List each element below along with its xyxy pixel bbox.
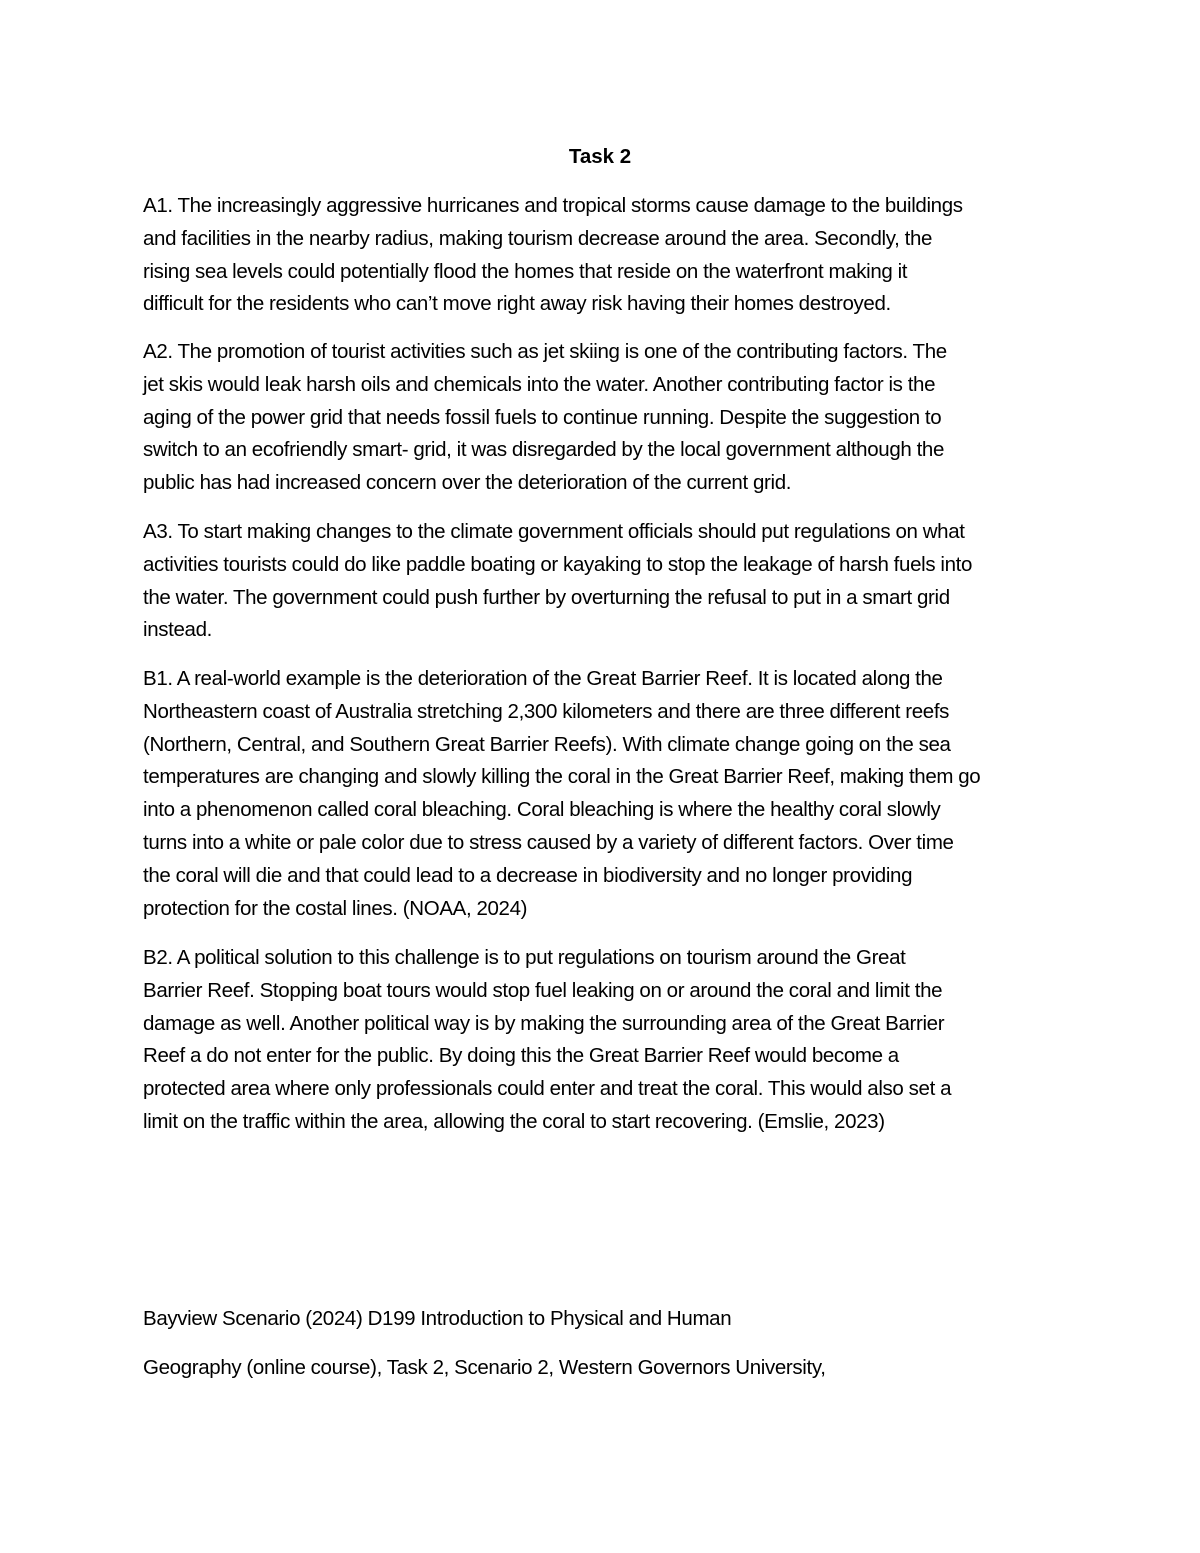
paragraph-line: difficult for the residents who can’t move right away risk having their homes destroyed. [143,292,891,316]
paragraph-line: public has had increased concern over the deterioration of the current grid. [143,471,792,495]
paragraph-line: damage as well. Another political way is by making the surrounding area of the Great Barrier [143,1011,945,1035]
paragraph-line: the coral will die and that could lead to a decrease in biodiversity and no longer providing [143,863,913,887]
paragraph-line: Barrier Reef. Stopping boat tours would stop fuel leaking on or around the coral and limit the [143,978,943,1002]
paragraph-line: temperatures are changing and slowly killing the coral in the Great Barrier Reef, making them go [143,765,981,789]
paragraph-line: (Northern, Central, and Southern Great Barrier Reefs). With climate change going on the sea [143,732,951,756]
paragraph-a2 [143,336,1073,500]
paragraph-line: turns into a white or pale color due to stress caused by a variety of different factors. Over time [143,830,954,854]
paragraph-line: and facilities in the nearby radius, making tourism decrease around the area. Secondly, the [143,226,933,250]
paragraph-line: A2. The promotion of tourist activities such as jet skiing is one of the contributing factors. The [143,340,947,363]
paragraph-line: rising sea levels could potentially flood the homes that reside on the waterfront making it [143,259,908,283]
paragraph-b2 [143,942,1073,1139]
paragraph-line: instead. [143,618,213,642]
paragraph-line: activities tourists could do like paddle boating or kayaking to stop the leakage of harsh fuels into [143,552,973,576]
paragraph-line: into a phenomenon called coral bleaching. Coral bleaching is where the healthy coral slowly [143,798,941,822]
reference-line: Geography (online course), Task 2, Scenario 2, Western Governors University, [143,1356,826,1379]
paragraph-line: Northeastern coast of Australia stretching 2,300 kilometers and there are three different reefs [143,699,950,723]
paragraph-b1 [143,663,1073,925]
paragraph-a3 [143,516,1073,647]
paragraph-line: switch to an ecofriendly smart- grid, it was disregarded by the local government although the [143,438,945,462]
paragraph-line: protection for the costal lines. (NOAA, 2024) [143,896,528,920]
paragraph-line: Reef a do not enter for the public. By doing this the Great Barrier Reef would become a [143,1044,899,1068]
paragraph-line: aging of the power grid that needs fossil fuels to continue running. Despite the suggestion to [143,405,942,429]
paragraph-line: A1. The increasingly aggressive hurricanes and tropical storms cause damage to the buildings [143,194,963,217]
reference-line: Bayview Scenario (2024) D199 Introduction to Physical and Human [143,1307,732,1330]
paragraph-line: B2. A political solution to this challenge is to put regulations on tourism around the Great [143,946,906,969]
reference-entry-1 [143,1303,1073,1336]
reference-entry-2 [143,1352,1073,1385]
paragraph-line: limit on the traffic within the area, allowing the coral to start recovering. (Emslie, 2023) [143,1109,885,1133]
paragraph-line: A3. To start making changes to the climate government officials should put regulations on what [143,520,965,543]
paragraph-a1 [143,190,1073,321]
paragraph-line: the water. The government could push further by overturning the refusal to put in a smart grid [143,585,950,609]
paragraph-line: protected area where only professionals could enter and treat the coral. This would also set a [143,1077,952,1101]
paragraph-line: jet skis would leak harsh oils and chemicals into the water. Another contributing factor is the [143,372,936,396]
page-title: Task 2 [568,145,632,168]
paragraph-line: B1. A real-world example is the deterioration of the Great Barrier Reef. It is located along the [143,667,943,690]
